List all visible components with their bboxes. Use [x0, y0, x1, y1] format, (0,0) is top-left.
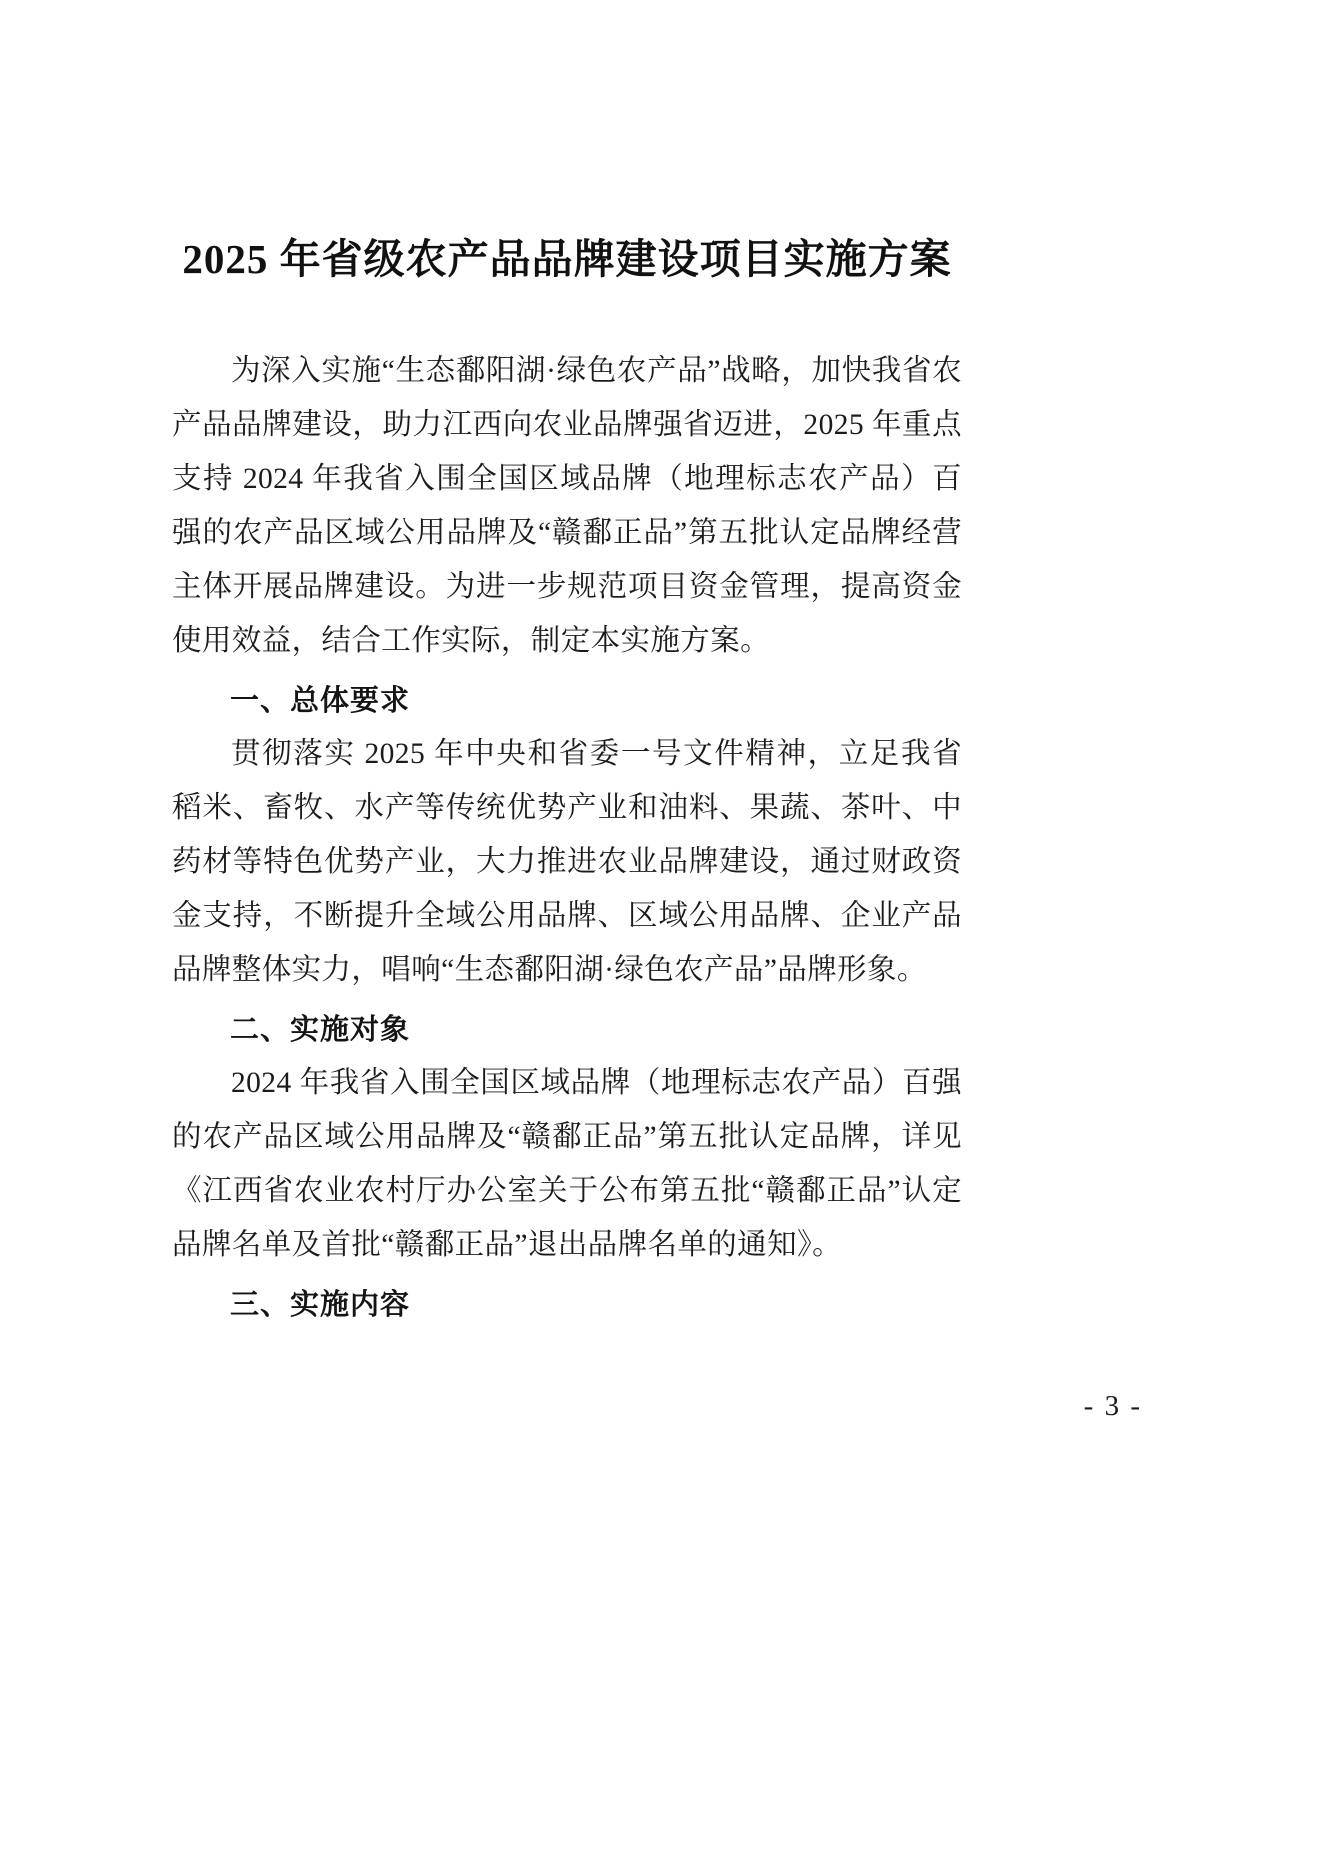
section-heading-overall-requirements: 一、总体要求 — [230, 685, 411, 718]
page-title: 2025 年省级农产品品牌建设项目实施方案 — [182, 236, 952, 282]
section-heading-implementation-targets: 二、实施对象 — [230, 1014, 411, 1047]
section-heading-implementation-content: 三、实施内容 — [230, 1289, 411, 1322]
section-text-implementation-targets: 2024 年我省入围全国区域品牌（地理标志农产品）百强的农产品区域公用品牌及“赣鄱正品”第五批认定品牌，详见《江西省农业农村厅办公室关于公布第五批“赣鄱正品”认定品牌名单及首批“赣鄱正品”退出品牌名单的通知》。 — [172, 1067, 962, 1262]
page-number: - 3 - — [1083, 1390, 1142, 1422]
document-body — [172, 232, 962, 1332]
intro-paragraph: 为深入实施“生态鄱阳湖·绿色农产品”战略，加快我省农产品品牌建设，助力江西向农业品牌强省迈进，2025 年重点支持 2024 年我省入围全国区域品牌（地理标志农产品）百强的农产品区域公用品牌及“赣鄱正品”第五批认定品牌经营主体开展品牌建设。为进一步规范项目资金管理，提高资金使用效益，结合工作实际，制定本实施方案。 — [172, 355, 962, 658]
section-text-overall-requirements: 贯彻落实 2025 年中央和省委一号文件精神，立足我省稻米、畜牧、水产等传统优势产业和油料、果蔬、茶叶、中药材等特色优势产业，大力推进农业品牌建设，通过财政资金支持，不断提升全域公用品牌、区域公用品牌、企业产品品牌整体实力，唱响“生态鄱阳湖·绿色农产品”品牌形象。 — [172, 738, 962, 987]
